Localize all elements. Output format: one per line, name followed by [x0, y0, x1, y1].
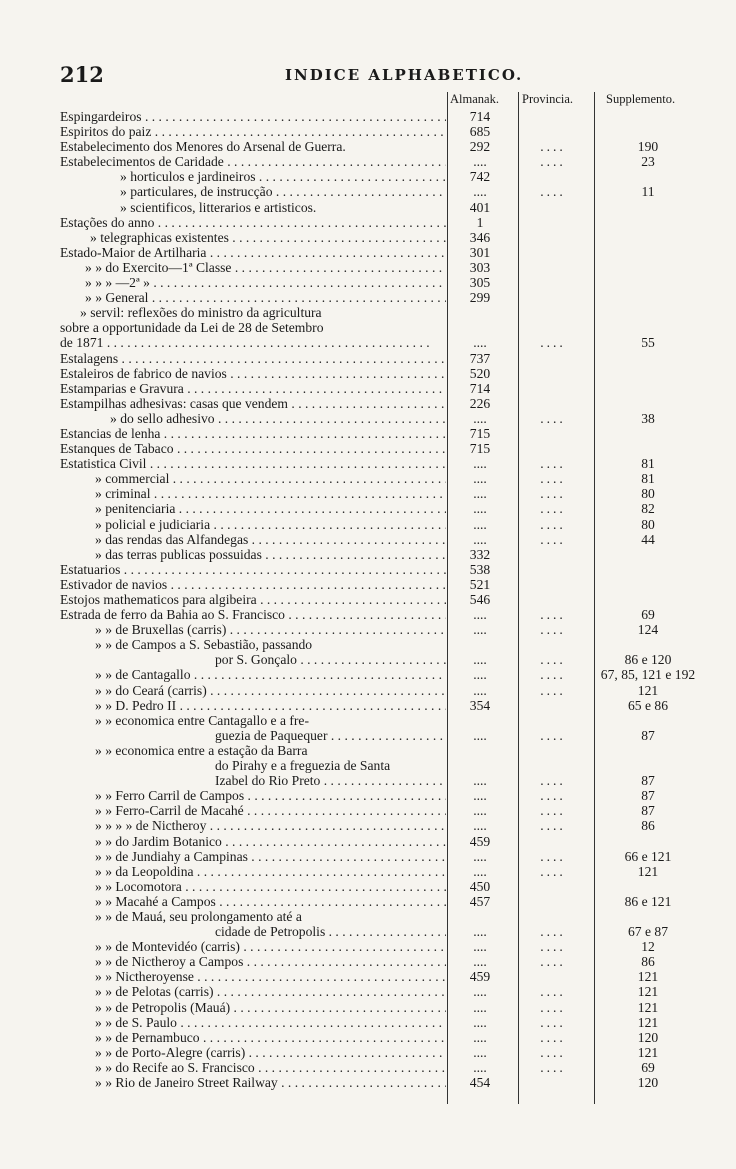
entry-almanak-ref: 714	[469, 380, 491, 396]
entry-label: » » D. Pedro II . . .	[95, 698, 446, 713]
index-entry	[60, 275, 705, 290]
entry-supplemento-ref: 86	[641, 818, 655, 834]
entry-almanak-ref: ....	[473, 531, 487, 547]
entry-provincia-ref: ....	[540, 818, 566, 834]
index-entry	[60, 396, 705, 411]
entry-almanak-ref: ....	[473, 486, 487, 502]
entry-label: » » da Leopoldina . . .	[95, 864, 446, 879]
index-entry	[60, 260, 705, 275]
index-entry	[60, 1060, 705, 1075]
entry-label: » » de Nictheroy a Campos . . .	[95, 954, 446, 969]
entry-label: » » de Mauá, seu prolongamento até a	[95, 908, 302, 924]
entry-label: » » de Campos a S. Sebastião, passando	[95, 637, 313, 653]
entry-provincia-ref: ....	[540, 1014, 566, 1030]
entry-label: Espiritos do paiz . . .	[60, 124, 446, 139]
index-entry	[60, 366, 705, 381]
index-entry	[60, 215, 705, 230]
index-entry	[60, 501, 705, 516]
entry-label: Estalagens . . .	[60, 351, 446, 366]
index-entry	[60, 426, 705, 441]
index-entry	[60, 1030, 705, 1045]
entry-label: » » General . . .	[85, 290, 446, 305]
index-entry	[60, 486, 705, 501]
entry-provincia-ref: ....	[540, 471, 566, 487]
entry-label: » » Locomotora . . .	[95, 879, 446, 894]
index-entry	[60, 335, 705, 350]
entry-supplemento-ref: 87	[641, 727, 655, 743]
entry-label: Estamparias e Gravura . . .	[60, 381, 446, 396]
entry-label: » penitenciaria . . .	[95, 501, 446, 516]
entry-almanak-ref: ....	[473, 1029, 487, 1045]
entry-provincia-ref: ....	[540, 803, 566, 819]
entry-provincia-ref: ....	[540, 939, 566, 955]
index-entry	[60, 758, 705, 773]
index-entry	[60, 139, 705, 154]
entry-label: » policial e judiciaria . . .	[95, 517, 446, 532]
entry-almanak-ref: 715	[469, 441, 491, 457]
page-header	[60, 62, 700, 90]
entry-provincia-ref: ....	[540, 773, 566, 789]
entry-almanak-ref: ....	[473, 682, 487, 698]
entry-almanak-ref: 301	[469, 244, 491, 260]
entry-label: » » de Porto-Alegre (carris) . . .	[95, 1045, 446, 1060]
entry-label: » das rendas das Alfandegas . . .	[95, 532, 446, 547]
entry-almanak-ref: 459	[469, 833, 491, 849]
entry-almanak-ref: 454	[469, 1075, 491, 1090]
entry-supplemento-ref: 81	[641, 471, 655, 487]
entry-label: » » de Jundiahy a Campinas . . .	[95, 849, 446, 864]
entry-supplemento-ref: 67 e 87	[627, 924, 669, 940]
entry-almanak-ref: ....	[473, 516, 487, 532]
entry-supplemento-ref: 120	[637, 1075, 659, 1090]
entry-label: cidade de Petropolis . . .	[215, 924, 446, 939]
entry-label: do Pirahy e a freguezia de Santa	[215, 758, 391, 774]
entry-supplemento-ref: 87	[641, 773, 655, 789]
index-entry	[60, 652, 705, 667]
entry-label: Estancias de lenha . . .	[60, 426, 446, 441]
entry-label: Estivador de navios . . .	[60, 577, 446, 592]
entry-almanak-ref: ....	[473, 456, 487, 472]
entry-almanak-ref: 737	[469, 350, 491, 366]
entry-provincia-ref: ....	[540, 1059, 566, 1075]
entry-almanak-ref: ....	[473, 501, 487, 517]
entry-almanak-ref: 292	[469, 139, 491, 155]
index-entry	[60, 305, 705, 320]
entry-label: guezia de Paquequer . . .	[215, 728, 446, 743]
entry-almanak-ref: 715	[469, 425, 491, 441]
entry-label: sobre a opportunidade da Lei de 28 de Setembro	[60, 320, 324, 336]
entry-almanak-ref: 354	[469, 697, 491, 713]
entry-label: de 1871 . . .	[60, 335, 446, 350]
entry-label: » horticulos e jardineiros . . .	[120, 169, 446, 184]
entry-label: » do sello adhesivo . . .	[110, 411, 446, 426]
entry-almanak-ref: ....	[473, 607, 487, 623]
entry-almanak-ref: ....	[473, 184, 487, 200]
index-entry	[60, 1045, 705, 1060]
index-entry	[60, 124, 705, 139]
index-entry	[60, 909, 705, 924]
entry-supplemento-ref: 121	[637, 1044, 659, 1060]
entry-label: » » » » de Nictheroy . . .	[95, 818, 446, 833]
entry-provincia-ref: ....	[540, 848, 566, 864]
entry-label: » scientificos, litterarios e artisticos.	[120, 199, 317, 215]
entry-supplemento-ref: 81	[641, 456, 655, 472]
entry-label: Espingardeiros . . .	[60, 109, 446, 124]
entry-label: » particulares, de instrucção . . .	[120, 184, 446, 199]
entry-label: Estanques de Tabaco . . .	[60, 441, 446, 456]
entry-label: » » Rio de Janeiro Street Railway . . .	[95, 1075, 446, 1090]
entry-provincia-ref: ....	[540, 1044, 566, 1060]
entry-almanak-ref: ....	[473, 999, 487, 1015]
entry-label: » » do Exercito—1ª Classe . . .	[85, 260, 446, 275]
entry-label: Estado-Maior de Artilharia . . .	[60, 245, 446, 260]
entry-supplemento-ref: 190	[637, 139, 659, 155]
index-entry	[60, 592, 705, 607]
entry-almanak-ref: 714	[469, 109, 491, 124]
entry-provincia-ref: ....	[540, 184, 566, 200]
entry-supplemento-ref: 38	[641, 410, 655, 426]
entry-almanak-ref: ....	[473, 727, 487, 743]
entry-label: Estatistica Civil . . .	[60, 456, 446, 471]
entry-supplemento-ref: 12	[641, 939, 655, 955]
entry-provincia-ref: ....	[540, 863, 566, 879]
entry-provincia-ref: ....	[540, 788, 566, 804]
entry-supplemento-ref: 65 e 86	[627, 697, 669, 713]
index-entry	[60, 411, 705, 426]
index-entry	[60, 154, 705, 169]
page-number: 212	[60, 62, 104, 87]
column-header-supplemento: Supplemento.	[606, 92, 676, 106]
index-entry	[60, 471, 705, 486]
entry-label: » » economica entre a estação da Barra	[95, 742, 308, 758]
index-entry	[60, 728, 705, 743]
entry-almanak-ref: ....	[473, 1059, 487, 1075]
entry-almanak-ref: 459	[469, 969, 491, 985]
entry-provincia-ref: ....	[540, 410, 566, 426]
entry-almanak-ref: ....	[473, 410, 487, 426]
entry-supplemento-ref: 121	[637, 1014, 659, 1030]
entry-almanak-ref: 520	[469, 365, 491, 381]
column-header-almanak: Almanak.	[450, 92, 499, 106]
entry-almanak-ref: ....	[473, 863, 487, 879]
entry-label: » criminal . . .	[95, 486, 446, 501]
entry-supplemento-ref: 121	[637, 682, 659, 698]
index-entry	[60, 969, 705, 984]
index-entry	[60, 667, 705, 682]
index-entry	[60, 939, 705, 954]
entry-supplemento-ref: 66 e 121	[624, 848, 672, 864]
entry-almanak-ref: ....	[473, 788, 487, 804]
index-entry	[60, 849, 705, 864]
index-entry	[60, 803, 705, 818]
index-entry	[60, 184, 705, 199]
index-entry	[60, 1015, 705, 1030]
entry-provincia-ref: ....	[540, 652, 566, 668]
entry-supplemento-ref: 87	[641, 788, 655, 804]
index-entry	[60, 954, 705, 969]
entry-almanak-ref: ....	[473, 622, 487, 638]
entry-supplemento-ref: 67, 85, 121 e 192	[600, 667, 696, 683]
entry-label: » » » —2ª » . . .	[85, 275, 446, 290]
entry-provincia-ref: ....	[540, 727, 566, 743]
entry-supplemento-ref: 86	[641, 954, 655, 970]
entry-label: » » Ferro Carril de Campos . . .	[95, 788, 446, 803]
index-entry	[60, 637, 705, 652]
index-entry	[60, 169, 705, 184]
index-entry	[60, 351, 705, 366]
entry-supplemento-ref: 121	[637, 999, 659, 1015]
entry-almanak-ref: 546	[469, 592, 491, 607]
entry-almanak-ref: 299	[469, 290, 491, 306]
entry-label: Estojos mathematicos para algibeira . . .	[60, 592, 446, 607]
entry-almanak-ref: 742	[469, 169, 491, 185]
entry-provincia-ref: ....	[540, 607, 566, 623]
entry-supplemento-ref: 86 e 120	[624, 652, 672, 668]
index-entry	[60, 607, 705, 622]
index-entry	[60, 320, 705, 335]
index-entry	[60, 698, 705, 713]
entry-label: » telegraphicas existentes . . .	[90, 230, 446, 245]
index-entry	[60, 864, 705, 879]
entry-label: » » Macahé a Campos . . .	[95, 894, 446, 909]
entry-almanak-ref: 401	[469, 199, 491, 215]
entry-label: » » do Jardim Botanico . . .	[95, 834, 446, 849]
entry-provincia-ref: ....	[540, 501, 566, 517]
index-entry	[60, 788, 705, 803]
index-entry	[60, 200, 705, 215]
entry-label: Estações do anno . . .	[60, 215, 446, 230]
entry-label: » » economica entre Cantagallo e a fre-	[95, 712, 309, 728]
entry-supplemento-ref: 69	[641, 1059, 655, 1075]
index-entry	[60, 1075, 705, 1090]
index-entry	[60, 713, 705, 728]
entry-almanak-ref: 305	[469, 275, 491, 291]
index-entry	[60, 879, 705, 894]
index-entry	[60, 773, 705, 788]
entry-label: » » de Bruxellas (carris) . . .	[95, 622, 446, 637]
entry-almanak-ref: ....	[473, 848, 487, 864]
entry-almanak-ref: ....	[473, 471, 487, 487]
index-entry	[60, 230, 705, 245]
entry-provincia-ref: ....	[540, 139, 566, 155]
entry-provincia-ref: ....	[540, 924, 566, 940]
entry-supplemento-ref: 80	[641, 486, 655, 502]
entry-almanak-ref: ....	[473, 939, 487, 955]
index-entry	[60, 984, 705, 999]
entry-label: Estampilhas adhesivas: casas que vendem . . .	[60, 396, 446, 411]
entry-label: » das terras publicas possuidas . . .	[95, 547, 446, 562]
entry-supplemento-ref: 120	[637, 1029, 659, 1045]
entry-almanak-ref: ....	[473, 667, 487, 683]
index-entry	[60, 894, 705, 909]
index-entry	[60, 1000, 705, 1015]
entry-provincia-ref: ....	[540, 456, 566, 472]
index-entry	[60, 532, 705, 547]
entry-provincia-ref: ....	[540, 984, 566, 1000]
entry-almanak-ref: 346	[469, 229, 491, 245]
entry-supplemento-ref: 124	[637, 622, 659, 638]
index-entry	[60, 622, 705, 637]
entry-almanak-ref: ....	[473, 1014, 487, 1030]
entry-supplemento-ref: 121	[637, 863, 659, 879]
entry-almanak-ref: ....	[473, 154, 487, 170]
entry-label: » » de Cantagallo . . .	[95, 667, 446, 682]
entry-label: Estabelecimentos de Caridade . . .	[60, 154, 446, 169]
entry-provincia-ref: ....	[540, 622, 566, 638]
entry-almanak-ref: 685	[469, 124, 491, 140]
entry-supplemento-ref: 55	[641, 335, 655, 351]
entry-label: » » de Montevidéo (carris) . . .	[95, 939, 446, 954]
index-entry	[60, 743, 705, 758]
entry-almanak-ref: ....	[473, 954, 487, 970]
entry-label: Izabel do Rio Preto . . .	[215, 773, 446, 788]
index-entry	[60, 517, 705, 532]
entry-label: Estrada de ferro da Bahia ao S. Francisco . . .	[60, 607, 446, 622]
index-entry	[60, 834, 705, 849]
entry-almanak-ref: 521	[469, 576, 491, 592]
entry-label: » » do Ceará (carris) . . .	[95, 683, 446, 698]
entry-provincia-ref: ....	[540, 486, 566, 502]
entry-provincia-ref: ....	[540, 1029, 566, 1045]
index-entry	[60, 577, 705, 592]
entry-label: Estaleiros de fabrico de navios . . .	[60, 366, 446, 381]
entry-almanak-ref: 1	[476, 214, 484, 230]
index-entry	[60, 456, 705, 471]
index-entry	[60, 562, 705, 577]
entry-almanak-ref: ....	[473, 984, 487, 1000]
entry-almanak-ref: 226	[469, 395, 491, 411]
entry-almanak-ref: 450	[469, 878, 491, 894]
index-entry	[60, 441, 705, 456]
entry-almanak-ref: ....	[473, 818, 487, 834]
entry-supplemento-ref: 11	[641, 184, 655, 200]
index-entry	[60, 290, 705, 305]
entry-provincia-ref: ....	[540, 154, 566, 170]
entry-almanak-ref: ....	[473, 652, 487, 668]
entry-provincia-ref: ....	[540, 682, 566, 698]
entry-supplemento-ref: 87	[641, 803, 655, 819]
entry-provincia-ref: ....	[540, 516, 566, 532]
entry-label: » » de Pernambuco . . .	[95, 1030, 446, 1045]
entry-provincia-ref: ....	[540, 667, 566, 683]
index-entry	[60, 109, 705, 124]
entry-almanak-ref: ....	[473, 803, 487, 819]
entry-almanak-ref: ....	[473, 773, 487, 789]
entry-supplemento-ref: 121	[637, 984, 659, 1000]
index-entry	[60, 547, 705, 562]
entry-label: » » de S. Paulo . . .	[95, 1015, 446, 1030]
column-header-provincia: Provincia.	[522, 92, 574, 106]
entry-almanak-ref: ....	[473, 924, 487, 940]
entry-label: Estabelecimento dos Menores do Arsenal de Guerra.	[60, 139, 346, 155]
entry-almanak-ref: 457	[469, 893, 491, 909]
entry-supplemento-ref: 80	[641, 516, 655, 532]
entry-supplemento-ref: 121	[637, 969, 659, 985]
entry-supplemento-ref: 69	[641, 607, 655, 623]
entry-label: » » Nictheroyense . . .	[95, 969, 446, 984]
index-entries	[60, 109, 705, 1090]
index-entry	[60, 818, 705, 833]
entry-supplemento-ref: 44	[641, 531, 655, 547]
entry-label: » servil: reflexões do ministro da agricultura	[80, 305, 322, 321]
index-entry	[60, 924, 705, 939]
entry-label: por S. Gonçalo . . .	[215, 652, 446, 667]
page-title: INDICE ALPHABETICO.	[285, 66, 524, 84]
entry-almanak-ref: 332	[469, 546, 491, 562]
entry-almanak-ref: 303	[469, 259, 491, 275]
entry-provincia-ref: ....	[540, 954, 566, 970]
entry-provincia-ref: ....	[540, 335, 566, 351]
entry-label: » » Ferro-Carril de Macahé . . .	[95, 803, 446, 818]
entry-supplemento-ref: 82	[641, 501, 655, 517]
index-entry	[60, 245, 705, 260]
entry-label: » » do Recife ao S. Francisco . . .	[95, 1060, 446, 1075]
entry-almanak-ref: ....	[473, 1044, 487, 1060]
entry-label: Estatuarios . . .	[60, 562, 446, 577]
entry-provincia-ref: ....	[540, 531, 566, 547]
index-entry	[60, 683, 705, 698]
entry-label: » » de Pelotas (carris) . . .	[95, 984, 446, 999]
entry-almanak-ref: ....	[473, 335, 487, 351]
entry-supplemento-ref: 23	[641, 154, 655, 170]
entry-supplemento-ref: 86 e 121	[624, 893, 672, 909]
entry-almanak-ref: 538	[469, 561, 491, 577]
entry-label: » » de Petropolis (Mauá) . . .	[95, 1000, 446, 1015]
entry-provincia-ref: ....	[540, 999, 566, 1015]
index-entry	[60, 381, 705, 396]
entry-label: » commercial . . .	[95, 471, 446, 486]
